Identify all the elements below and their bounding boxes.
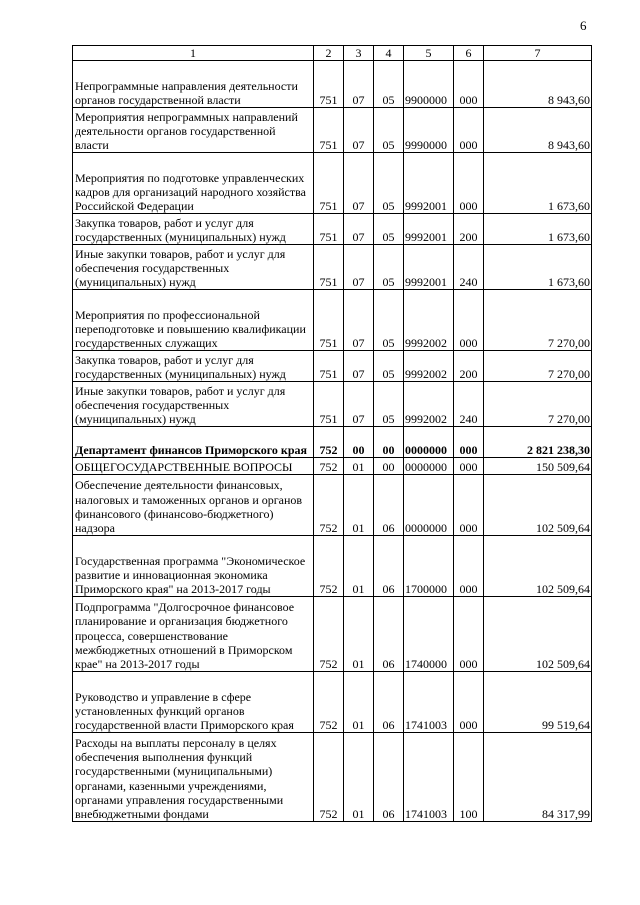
cell-ministry-code: 751: [314, 108, 344, 153]
cell-amount: 150 509,64: [484, 458, 592, 475]
cell-ministry-code: 752: [314, 458, 344, 475]
cell-target-article: 1741003: [404, 733, 454, 822]
cell-target-article: 1741003: [404, 672, 454, 733]
cell-amount: 1 673,60: [484, 214, 592, 245]
cell-expense-type: 000: [454, 153, 484, 214]
cell-name: Закупка товаров, работ и услуг для государственных (муниципальных) нужд: [73, 351, 314, 382]
cell-amount: 102 509,64: [484, 536, 592, 597]
cell-ministry-code: 751: [314, 290, 344, 351]
cell-amount: 99 519,64: [484, 672, 592, 733]
cell-ministry-code: 752: [314, 475, 344, 536]
header-cell-subsection: 4: [374, 46, 404, 61]
cell-name: Иные закупки товаров, работ и услуг для обеспечения государственных (муниципальных) нужд: [73, 245, 314, 290]
cell-section-code: 01: [344, 733, 374, 822]
cell-subsection-code: 05: [374, 153, 404, 214]
cell-target-article: 9990000: [404, 108, 454, 153]
cell-target-article: 9992001: [404, 245, 454, 290]
cell-name: Государственная программа "Экономическое развитие и инновационная экономика Приморского края" на 2013-2017 годы: [73, 536, 314, 597]
cell-section-code: 07: [344, 382, 374, 427]
header-cell-expense-type: 6: [454, 46, 484, 61]
cell-ministry-code: 751: [314, 351, 344, 382]
cell-subsection-code: 06: [374, 733, 404, 822]
cell-expense-type: 000: [454, 427, 484, 458]
cell-amount: 102 509,64: [484, 475, 592, 536]
cell-section-code: 07: [344, 351, 374, 382]
cell-subsection-code: 05: [374, 290, 404, 351]
cell-amount: 7 270,00: [484, 382, 592, 427]
cell-name: Департамент финансов Приморского края: [73, 427, 314, 458]
cell-section-code: 01: [344, 475, 374, 536]
cell-expense-type: 200: [454, 351, 484, 382]
cell-subsection-code: 05: [374, 214, 404, 245]
cell-amount: 2 821 238,30: [484, 427, 592, 458]
cell-expense-type: 240: [454, 245, 484, 290]
cell-expense-type: 000: [454, 475, 484, 536]
table-row: [73, 733, 592, 822]
cell-expense-type: 200: [454, 214, 484, 245]
cell-subsection-code: 00: [374, 458, 404, 475]
cell-name: Мероприятия по профессиональной переподготовке и повышению квалификации государственных служащих: [73, 290, 314, 351]
cell-subsection-code: 05: [374, 108, 404, 153]
header-cell-name: 1: [73, 46, 314, 61]
cell-expense-type: 000: [454, 61, 484, 108]
cell-expense-type: 000: [454, 458, 484, 475]
cell-name: ОБЩЕГОСУДАРСТВЕННЫЕ ВОПРОСЫ: [73, 458, 314, 475]
cell-target-article: 9992002: [404, 351, 454, 382]
cell-subsection-code: 06: [374, 672, 404, 733]
cell-amount: 7 270,00: [484, 290, 592, 351]
cell-ministry-code: 752: [314, 672, 344, 733]
cell-section-code: 01: [344, 536, 374, 597]
cell-ministry-code: 751: [314, 153, 344, 214]
table-row: [73, 672, 592, 733]
cell-ministry-code: 752: [314, 733, 344, 822]
cell-amount: 1 673,60: [484, 153, 592, 214]
table-header-row: [73, 46, 592, 61]
cell-subsection-code: 06: [374, 597, 404, 672]
cell-section-code: 07: [344, 290, 374, 351]
cell-amount: 84 317,99: [484, 733, 592, 822]
cell-target-article: 9900000: [404, 61, 454, 108]
cell-name: Обеспечение деятельности финансовых, налоговых и таможенных органов и органов финансового (финансово-бюджетного) надзора: [73, 475, 314, 536]
cell-subsection-code: 05: [374, 61, 404, 108]
cell-name: Руководство и управление в сфере установленных функций органов государственной власти Приморского края: [73, 672, 314, 733]
cell-amount: 8 943,60: [484, 61, 592, 108]
cell-expense-type: 000: [454, 536, 484, 597]
table-row: [73, 475, 592, 536]
table-row: [73, 61, 592, 108]
cell-ministry-code: 751: [314, 214, 344, 245]
table-row: [73, 427, 592, 458]
cell-section-code: 07: [344, 153, 374, 214]
cell-amount: 1 673,60: [484, 245, 592, 290]
page-number: 6: [580, 18, 587, 33]
cell-ministry-code: 751: [314, 382, 344, 427]
cell-amount: 8 943,60: [484, 108, 592, 153]
cell-section-code: 01: [344, 597, 374, 672]
table-row: [73, 382, 592, 427]
cell-subsection-code: 06: [374, 536, 404, 597]
cell-target-article: 0000000: [404, 458, 454, 475]
cell-target-article: 1700000: [404, 536, 454, 597]
table-row: [73, 214, 592, 245]
cell-name: Иные закупки товаров, работ и услуг для обеспечения государственных (муниципальных) нужд: [73, 382, 314, 427]
cell-name: Мероприятия по подготовке управленческих кадров для организаций народного хозяйства Российской Федерации: [73, 153, 314, 214]
header-cell-target-article: 5: [404, 46, 454, 61]
header-cell-amount: 7: [484, 46, 592, 61]
cell-target-article: 9992002: [404, 382, 454, 427]
cell-ministry-code: 752: [314, 597, 344, 672]
cell-target-article: 0000000: [404, 427, 454, 458]
cell-target-article: 0000000: [404, 475, 454, 536]
cell-subsection-code: 05: [374, 351, 404, 382]
cell-section-code: 07: [344, 245, 374, 290]
cell-section-code: 00: [344, 427, 374, 458]
cell-expense-type: 000: [454, 290, 484, 351]
cell-expense-type: 000: [454, 672, 484, 733]
cell-section-code: 01: [344, 458, 374, 475]
cell-name: Закупка товаров, работ и услуг для государственных (муниципальных) нужд: [73, 214, 314, 245]
cell-name: Непрограммные направления деятельности органов государственной власти: [73, 61, 314, 108]
cell-target-article: 9992001: [404, 153, 454, 214]
table-row: [73, 290, 592, 351]
cell-section-code: 01: [344, 672, 374, 733]
cell-section-code: 07: [344, 61, 374, 108]
cell-subsection-code: 05: [374, 382, 404, 427]
cell-expense-type: 000: [454, 108, 484, 153]
cell-target-article: 9992001: [404, 214, 454, 245]
cell-subsection-code: 06: [374, 475, 404, 536]
table-row: [73, 351, 592, 382]
cell-name: Подпрограмма "Долгосрочное финансовое планирование и организация бюджетного процесса, совершенствование межбюджетных отношений в Приморском крае" на 2013-2017 годы: [73, 597, 314, 672]
cell-target-article: 1740000: [404, 597, 454, 672]
cell-ministry-code: 751: [314, 61, 344, 108]
cell-expense-type: 000: [454, 597, 484, 672]
cell-section-code: 07: [344, 214, 374, 245]
cell-target-article: 9992002: [404, 290, 454, 351]
cell-name: Мероприятия непрограммных направлений деятельности органов государственной власти: [73, 108, 314, 153]
cell-amount: 7 270,00: [484, 351, 592, 382]
cell-expense-type: 240: [454, 382, 484, 427]
cell-ministry-code: 752: [314, 427, 344, 458]
cell-expense-type: 100: [454, 733, 484, 822]
cell-name: Расходы на выплаты персоналу в целях обеспечения выполнения функций государственными (муниципальными) органами, казенными учреждениями, органами управления государственными внебюджетными фондами: [73, 733, 314, 822]
cell-ministry-code: 752: [314, 536, 344, 597]
table-row: [73, 108, 592, 153]
cell-amount: 102 509,64: [484, 597, 592, 672]
table-row: [73, 458, 592, 475]
cell-subsection-code: 05: [374, 245, 404, 290]
budget-table: [72, 45, 592, 822]
table-row: [73, 153, 592, 214]
cell-subsection-code: 00: [374, 427, 404, 458]
cell-section-code: 07: [344, 108, 374, 153]
header-cell-ministry: 2: [314, 46, 344, 61]
cell-ministry-code: 751: [314, 245, 344, 290]
table-row: [73, 536, 592, 597]
table-row: [73, 597, 592, 672]
header-cell-section: 3: [344, 46, 374, 61]
table-row: [73, 245, 592, 290]
